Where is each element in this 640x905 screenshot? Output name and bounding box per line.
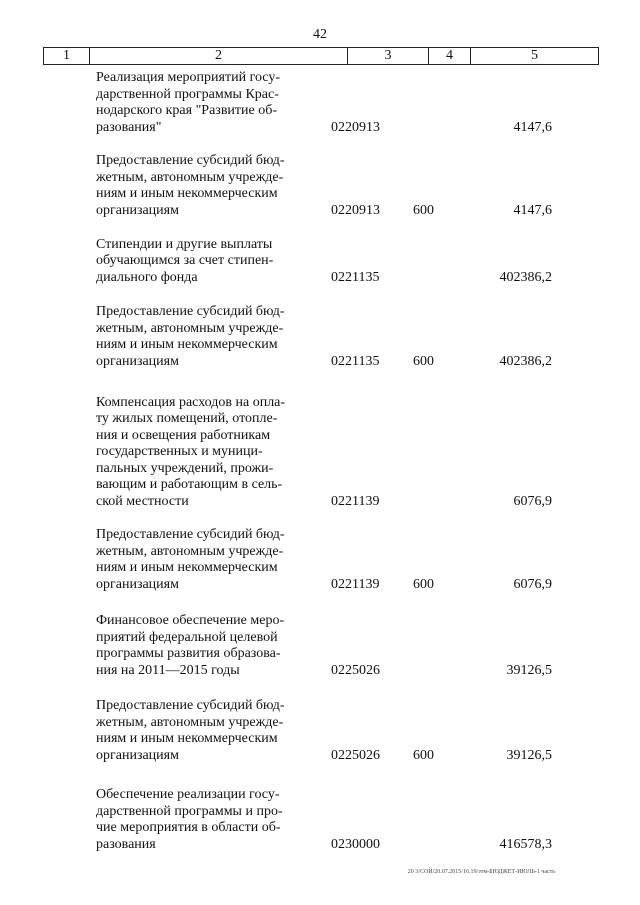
row-description-line: Предоставление субсидий бюд- (96, 698, 285, 713)
row-code: 0220913 (331, 119, 380, 135)
page-number: 42 (313, 27, 327, 42)
row-description-line: Предоставление субсидий бюд- (96, 527, 285, 542)
row-description-line: чие мероприятия в области об- (96, 820, 281, 835)
row-description-line: государственных и муници- (96, 444, 263, 459)
row-description-line: дарственной программы Крас- (96, 86, 279, 102)
row-description-line: организациям (96, 202, 179, 218)
row-description-line: Стипендии и другие выплаты (96, 236, 273, 252)
row-amount: 6076,9 (513, 576, 552, 592)
row-description-line: ниям и иным некоммерческим (96, 337, 278, 352)
row-expense-type: 600 (413, 576, 434, 592)
row-description-line: ниям и иным некоммерческим (96, 186, 278, 201)
row-description (96, 787, 301, 853)
document-footer: 20 3/СОЙ/20.07.2015/16.19/этм-БЮДЖЕТ-ИЮЛЬ-1 часть (407, 869, 555, 875)
row-description-line: ниям и иным некоммерческим (96, 560, 278, 575)
row-amount: 402386,2 (499, 269, 552, 285)
row-amount: 39126,5 (506, 662, 552, 678)
row-description-line: диального фонда (96, 269, 198, 285)
column-header-2: 2 (90, 48, 348, 64)
row-description-line: приятий федеральной целевой (96, 629, 278, 645)
column-header-4: 4 (429, 48, 471, 64)
row-expense-type: 600 (413, 202, 434, 218)
row-description-line: программы развития образова- (96, 646, 281, 661)
row-amount: 416578,3 (499, 836, 552, 852)
column-header-5: 5 (471, 48, 599, 64)
column-header-1: 1 (44, 48, 90, 64)
row-description-line: жетным, автономным учрежде- (96, 320, 284, 336)
row-code: 0230000 (331, 836, 380, 852)
row-code: 0221139 (331, 493, 380, 509)
row-code: 0220913 (331, 202, 380, 218)
row-description-line: Предоставление субсидий бюд- (96, 304, 285, 319)
row-code: 0221139 (331, 576, 380, 592)
row-description-line: организациям (96, 353, 179, 369)
row-description-line: пальных учреждений, прожи- (96, 460, 274, 476)
row-amount: 402386,2 (499, 353, 552, 369)
row-code: 0221135 (331, 353, 380, 369)
row-description-line: жетным, автономным учрежде- (96, 714, 284, 730)
row-code: 0225026 (331, 747, 380, 763)
row-code: 0225026 (331, 662, 380, 678)
row-description-line: дарственной программы и про- (96, 803, 283, 819)
row-description-line: ния на 2011—2015 годы (96, 662, 240, 678)
row-description-line: ния и освещения работникам (96, 427, 271, 443)
row-description-line: Предоставление субсидий бюд- (96, 153, 285, 168)
row-amount: 6076,9 (513, 493, 552, 509)
row-description-line: ской местности (96, 493, 189, 509)
row-description-line: вающим и работающим в сель- (96, 477, 283, 492)
row-description-line: организациям (96, 576, 179, 592)
row-description-line: нодарского края "Развитие об- (96, 103, 278, 118)
row-description-line: жетным, автономным учрежде- (96, 169, 284, 185)
row-expense-type: 600 (413, 353, 434, 369)
row-description-line: ту жилых помещений, отопле- (96, 411, 278, 426)
row-description-line: Реализация мероприятий госу- (96, 70, 281, 85)
row-expense-type: 600 (413, 747, 434, 763)
row-description-line: организациям (96, 747, 179, 763)
row-description-line: Финансовое обеспечение меро- (96, 613, 285, 628)
row-amount: 39126,5 (506, 747, 552, 763)
row-description-line: разования" (96, 119, 162, 135)
row-amount: 4147,6 (513, 202, 552, 218)
row-description-line: ниям и иным некоммерческим (96, 731, 278, 746)
row-amount: 4147,6 (513, 119, 552, 135)
row-description-line: Обеспечение реализации госу- (96, 787, 280, 802)
row-description-line: обучающимся за счет стипен- (96, 253, 274, 268)
row-description-line: жетным, автономным учрежде- (96, 543, 284, 559)
row-description-line: разования (96, 836, 156, 852)
column-header-3: 3 (348, 48, 429, 64)
row-description-line: Компенсация расходов на опла- (96, 394, 286, 410)
row-code: 0221135 (331, 269, 380, 285)
